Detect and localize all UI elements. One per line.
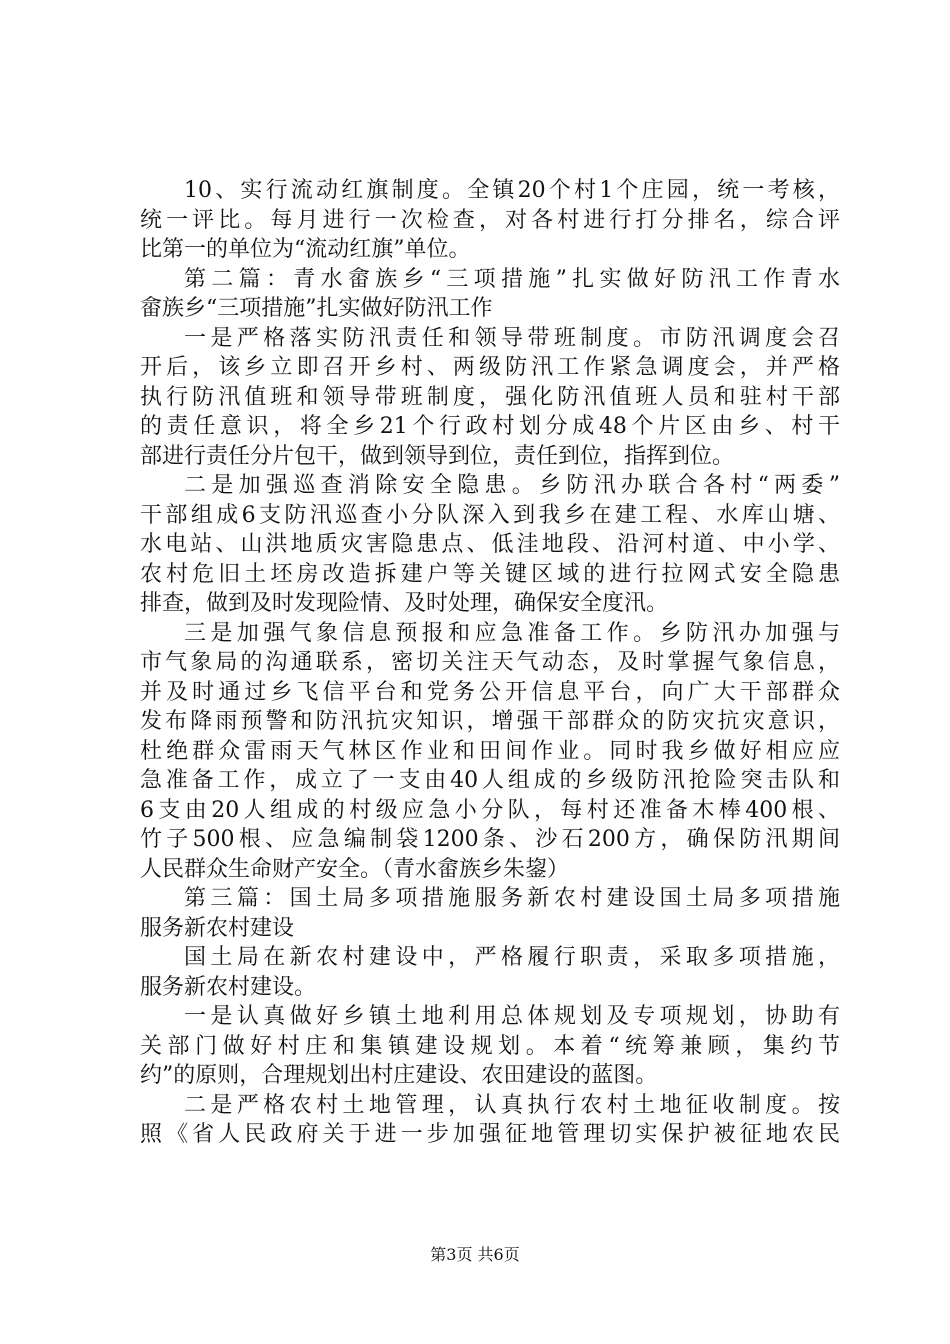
text-line: 杜绝群众雷雨天气林区作业和田间作业。同时我乡做好相应应 — [140, 738, 840, 764]
text-line: 二是加强巡查消除安全隐患。乡防汛办联合各村“两委” — [184, 473, 840, 498]
text-line: 第二篇：青水畲族乡“三项措施”扎实做好防汛工作青水 — [184, 266, 840, 292]
text-line: 部进行责任分片包干，做到领导到位，责任到位，指挥到位。 — [140, 443, 735, 469]
text-line: 第三篇：国土局多项措施服务新农村建设国土局多项措施 — [184, 886, 840, 911]
text-line: 一是认真做好乡镇土地利用总体规划及专项规划，协助有 — [184, 1004, 840, 1029]
text-line: 统一评比。每月进行一次检查，对各村进行打分排名，综合评 — [140, 207, 840, 233]
text-line: 农村危旧土坯房改造拆建户等关键区域的进行拉网式安全隐患 — [140, 561, 840, 587]
page-footer: 第3页 共6页 — [430, 1245, 520, 1264]
text-line: 一是严格落实防汛责任和领导带班制度。市防汛调度会召 — [184, 325, 840, 351]
document-body — [140, 176, 840, 1150]
text-line: 二是严格农村土地管理，认真执行农村土地征收制度。按 — [184, 1092, 840, 1118]
text-line: 水电站、山洪地质灾害隐患点、低洼地段、沿河村道、中小学、 — [140, 532, 840, 557]
text-line: 服务新农村建设。 — [140, 974, 317, 1000]
text-line: 国土局在新农村建设中，严格履行职责，采取多项措施， — [184, 945, 840, 970]
text-line: 三是加强气象信息预报和应急准备工作。乡防汛办加强与 — [184, 620, 840, 646]
text-line: 的责任意识，将全乡21个行政村划分成48个片区由乡、村干 — [140, 414, 840, 439]
text-line: 10、实行流动红旗制度。全镇20个村1个庄园，统一考核， — [184, 178, 840, 203]
text-line: 排查，做到及时发现险情、及时处理，确保安全度汛。 — [140, 591, 669, 616]
text-line: 干部组成6支防汛巡查小分队深入到我乡在建工程、水库山塘、 — [140, 502, 840, 528]
text-line: 人民群众生命财产安全。（青水畲族乡朱鋆） — [140, 856, 570, 882]
text-line: 畲族乡“三项措施”扎实做好防汛工作 — [140, 296, 493, 321]
text-line: 竹子500根、应急编制袋1200条、沙石200方，确保防汛期间 — [140, 827, 840, 852]
text-line: 执行防汛值班和领导带班制度，强化防汛值班人员和驻村干部 — [140, 384, 840, 410]
text-line: 关部门做好村庄和集镇建设规划。本着“统筹兼顾，集约节 — [140, 1033, 840, 1059]
text-line: 开后，该乡立即召开乡村、两级防汛工作紧急调度会，并严格 — [140, 355, 840, 380]
text-line: 比第一的单位为“流动红旗”单位。 — [140, 237, 471, 262]
text-line: 6支由20人组成的村级应急小分队，每村还准备木棒400根、 — [140, 797, 840, 823]
text-line: 市气象局的沟通联系，密切关注天气动态，及时掌握气象信息， — [140, 650, 840, 675]
text-line: 约”的原则，合理规划出村庄建设、农田建设的蓝图。 — [140, 1063, 658, 1088]
text-line: 照《省人民政府关于进一步加强征地管理切实保护被征地农民 — [140, 1122, 840, 1147]
text-line: 急准备工作，成立了一支由40人组成的乡级防汛抢险突击队和 — [140, 768, 840, 793]
text-line: 发布降雨预警和防汛抗灾知识，增强干部群众的防灾抗灾意识， — [140, 709, 840, 734]
text-line: 并及时通过乡飞信平台和党务公开信息平台，向广大干部群众 — [140, 679, 840, 705]
text-line: 服务新农村建设 — [140, 915, 295, 941]
